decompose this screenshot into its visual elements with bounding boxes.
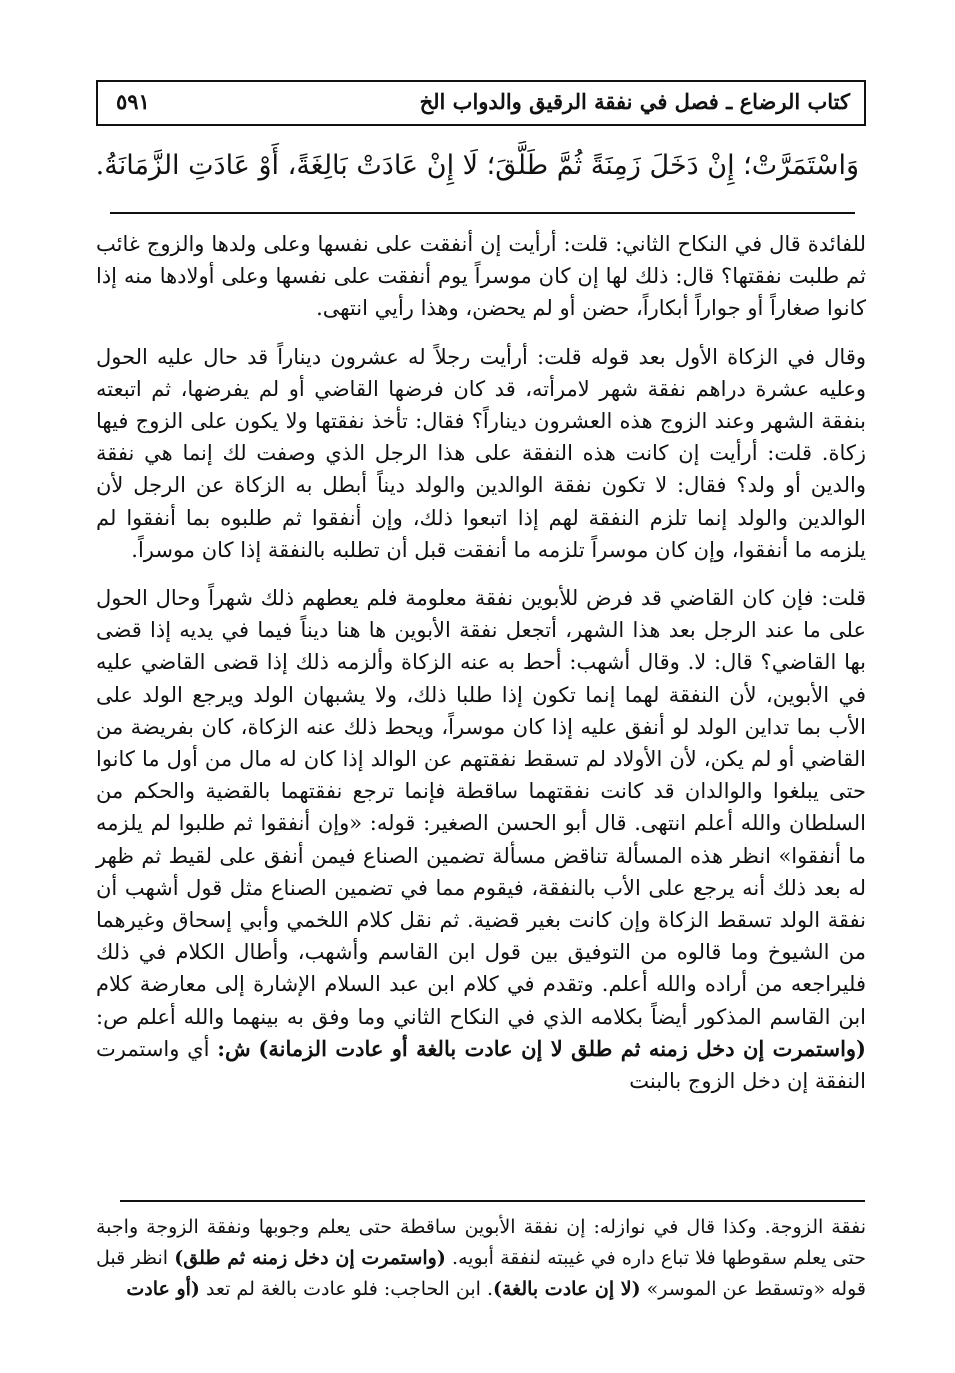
footnote-quote-2: (لا إن عادت بالغة)	[492, 1278, 641, 1300]
footnote-text-c: . ابن الحاجب: فلو عادت بالغة لم تعد	[205, 1278, 493, 1300]
matn-verse: وَاسْتَمَرَّتْ؛ إِنْ دَخَلَ زَمِنَةً ثُمَّ طَلَّقَ؛ لَا إِنْ عَادَتْ بَالِغَةً، أَوْ عَادَتِ الزَّمَانَةُ.	[95, 150, 859, 181]
footnote-text-b: انظر قبل قوله «وتسقط عن الموسر»	[96, 1247, 866, 1300]
paragraph-1: للفائدة قال في النكاح الثاني: قلت: أرأيت إن أنفقت على نفسها وعلى ولدها والزوج غائب ثم طلبت نفقتها؟ قال: ذلك لها إن كان موسراً يوم أنفقت على نفسها وعلى أولادها منه إذا كانوا صغاراً أو جواراً أبكاراً، حضن أو لم يحضن، وهذا رأيي انتهى.	[96, 232, 866, 321]
top-divider	[110, 212, 855, 214]
footnote-quote-3: (أو عادت	[126, 1278, 200, 1300]
paragraph-3-tail: أي واستمرت النفقة إن دخل الزوج بالبنت	[96, 1036, 866, 1094]
footnote-divider	[120, 1200, 865, 1202]
footnote-paragraph	[96, 1212, 866, 1305]
sharh-marker: ش:	[217, 1035, 251, 1061]
footnote-text-a: نفقة الزوجة. وكذا قال في نوازله: إن نفقة الأبوين ساقطة حتى يعلم وجوبها ونفقة الزوجة واجبة حتى يعلم سقوطها فلا تباع داره في غيبته لنفقة أبويه.	[96, 1216, 866, 1269]
main-commentary	[96, 228, 866, 1097]
paragraph-3-text: قلت: فإن كان القاضي قد فرض للأبوين نفقة معلومة فلم يعطهم ذلك شهراً وحال الحول على ما عند الرجل بعد هذا الشهر، أتجعل نفقة الأبوين ها هنا ديناً فيما في يديه إذا قضى بها القاضي؟ قال: لا. وقال أشهب: أحط به عنه الزكاة وألزمه ذلك إذا قضى القاضي عليه في الأبوين، لأن النفقة لهما إنما تكون إذا طلبا ذلك، ولا يشبهان الولد ويرجع الولد على الأب بما تداين الولد لو أنفق عليه إذا كان موسراً، ويحط ذلك عنه الزكاة، كان بفريضة من القاضي أو لم يكن، لأن الأولاد لم تسقط نفقتهم عن الوالد إذا كان له مال من أول ما كانوا حتى يبلغوا والوالدان قد كانت نفقتهما ساقطة فإنما ترجع نفقتهما بالقضية والحكم من السلطان والله أعلم انتهى. قال أبو الحسن الصغير: قوله: «وإن أنفقوا ثم طلبوا لم يلزمه ما أنفقوا» انظر هذه المسألة تناقض مسألة تضمين الصناع فيمن أنفق على لقيط ثم ظهر له بعد ذلك أنه يرجع على الأب بالنفقة، فيقوم مما في تضمين الصناع مثل قول أشهب أن نفقة الولد تسقط الزكاة وإن كانت بغير قضية. ثم نقل كلام اللخمي وأبي إسحاق وغيرهما من الشيوخ وما قالوه من التوفيق بين قول ابن القاسم وأشهب، وأطال الكلام في ذلك فليراجعه من أراده والله أعلم. وتقدم في كلام ابن عبد السلام الإشارة إلى معارضة كلام ابن القاسم المذكور أيضاً بكلامه الذي في النكاح الثاني وما وفق به بينهما والله أعلم ص:	[96, 586, 866, 1029]
header-title: كتاب الرضاع ـ فصل في نفقة الرقيق والدواب الخ	[419, 89, 850, 114]
running-header	[96, 80, 866, 126]
footnote-quote-1: (واستمرت إن دخل زمنه ثم طلق)	[174, 1247, 446, 1269]
footnote	[96, 1212, 866, 1305]
paragraph-2: وقال في الزكاة الأول بعد قوله قلت: أرأيت رجلاً له عشرون ديناراً قد حال عليه الحول وعليه عشرة دراهم نفقة شهر لامرأته، قد كان فرضها القاضي أو لم يفرضها، ثم اتبعته بنفقة الشهر وعند الزوج هذه العشرون ديناراً؟ فقال: تأخذ نفقتها ولا يكون على الزوج فيها زكاة. قلت: أرأيت إن كانت هذه النفقة على هذا الرجل الذي وصفت لك إنما هي نفقة والدين أو ولد؟ فقال: لا تكون نفقة الوالدين والولد ديناً أبطل به الزكاة عن الرجل لأن الوالدين والولد إنما تلزم النفقة لهم إذا اتبعوا ذلك، وإن أنفقوا ثم طلبوه بما أنفقوا لم يلزمه ما أنفقوا، وإن كان موسراً تلزمه ما أنفقت قبل أن تطلبه بالنفقة إذا كان موسراً.	[96, 344, 866, 562]
paragraph-3	[96, 582, 866, 1097]
page-number: ٥٩١	[116, 89, 150, 114]
matn-quote: (واستمرت إن دخل زمنه ثم طلق لا إن عادت بالغة أو عادت الزمانة)	[258, 1035, 866, 1061]
